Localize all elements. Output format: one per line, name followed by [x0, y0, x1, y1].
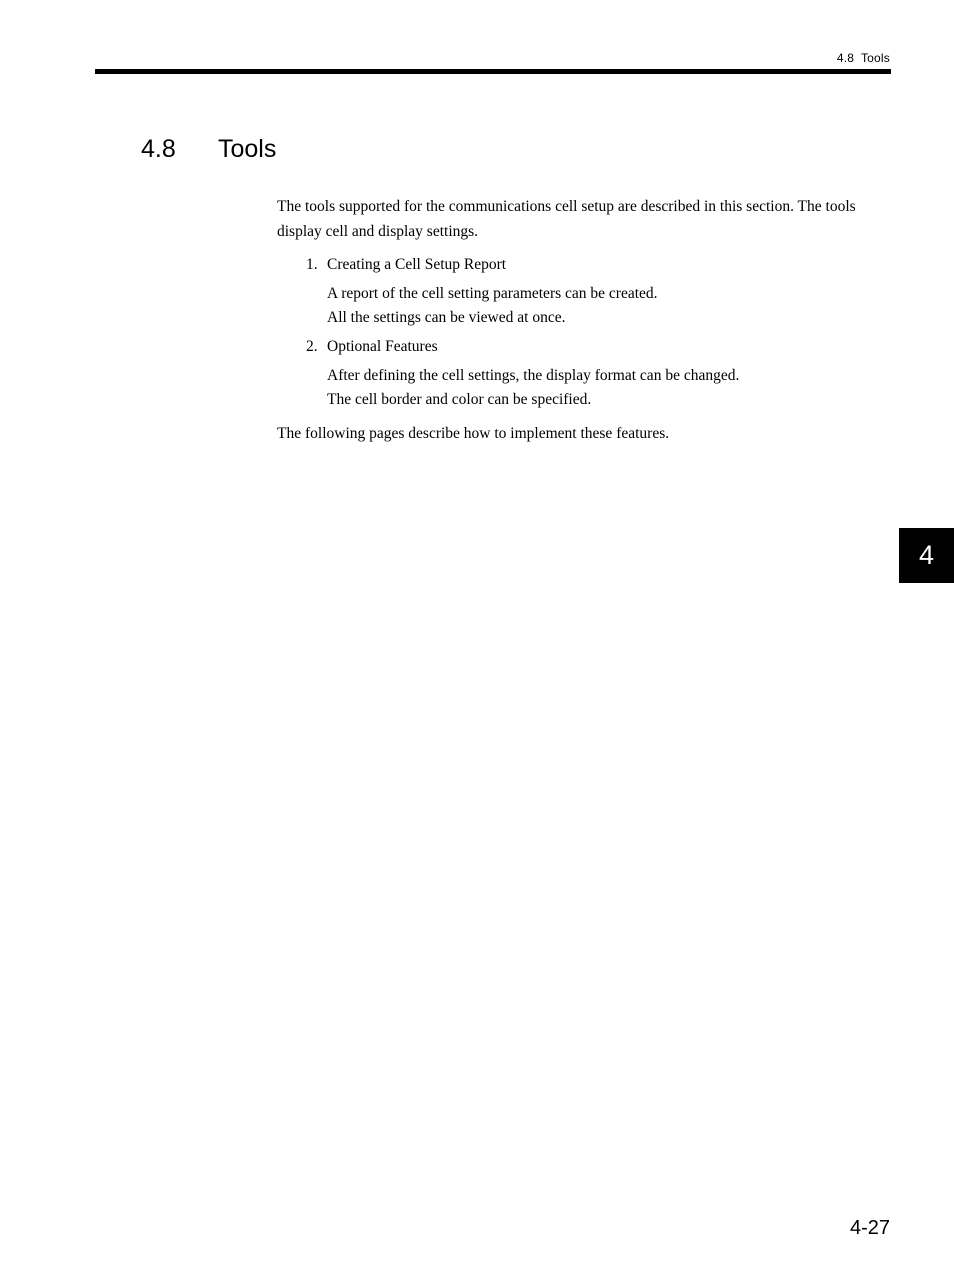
list-item-title: Creating a Cell Setup Report [327, 256, 507, 273]
description-line: All the settings can be viewed at once. [327, 309, 566, 326]
intro-paragraph: The tools supported for the communications cell setup are described in this section. The tools display cell and display settings. [277, 198, 856, 240]
list-item-head [306, 335, 886, 359]
list-item-description [327, 282, 886, 330]
list-item-head [306, 253, 886, 277]
list-item-number: 1. [306, 256, 318, 273]
list-item-title: Optional Features [327, 338, 438, 355]
section-title: Tools [218, 135, 277, 163]
description-line: A report of the cell setting parameters can be created. [327, 285, 658, 302]
chapter-tab: 4 [899, 528, 954, 583]
list-item [306, 335, 886, 412]
header-rule [95, 69, 891, 74]
list-item [306, 253, 886, 330]
list-item-number: 2. [306, 338, 318, 355]
section-heading [141, 134, 276, 164]
section-number: 4.8 [141, 135, 176, 163]
closing-paragraph: The following pages describe how to implement these features. [277, 425, 670, 442]
running-header: 4.8 Tools [836, 51, 890, 65]
list-item-description [327, 364, 886, 412]
description-line: After defining the cell settings, the display format can be changed. [327, 367, 740, 384]
page-number: 4-27 [849, 1217, 890, 1239]
description-line: The cell border and color can be specified. [327, 391, 592, 408]
